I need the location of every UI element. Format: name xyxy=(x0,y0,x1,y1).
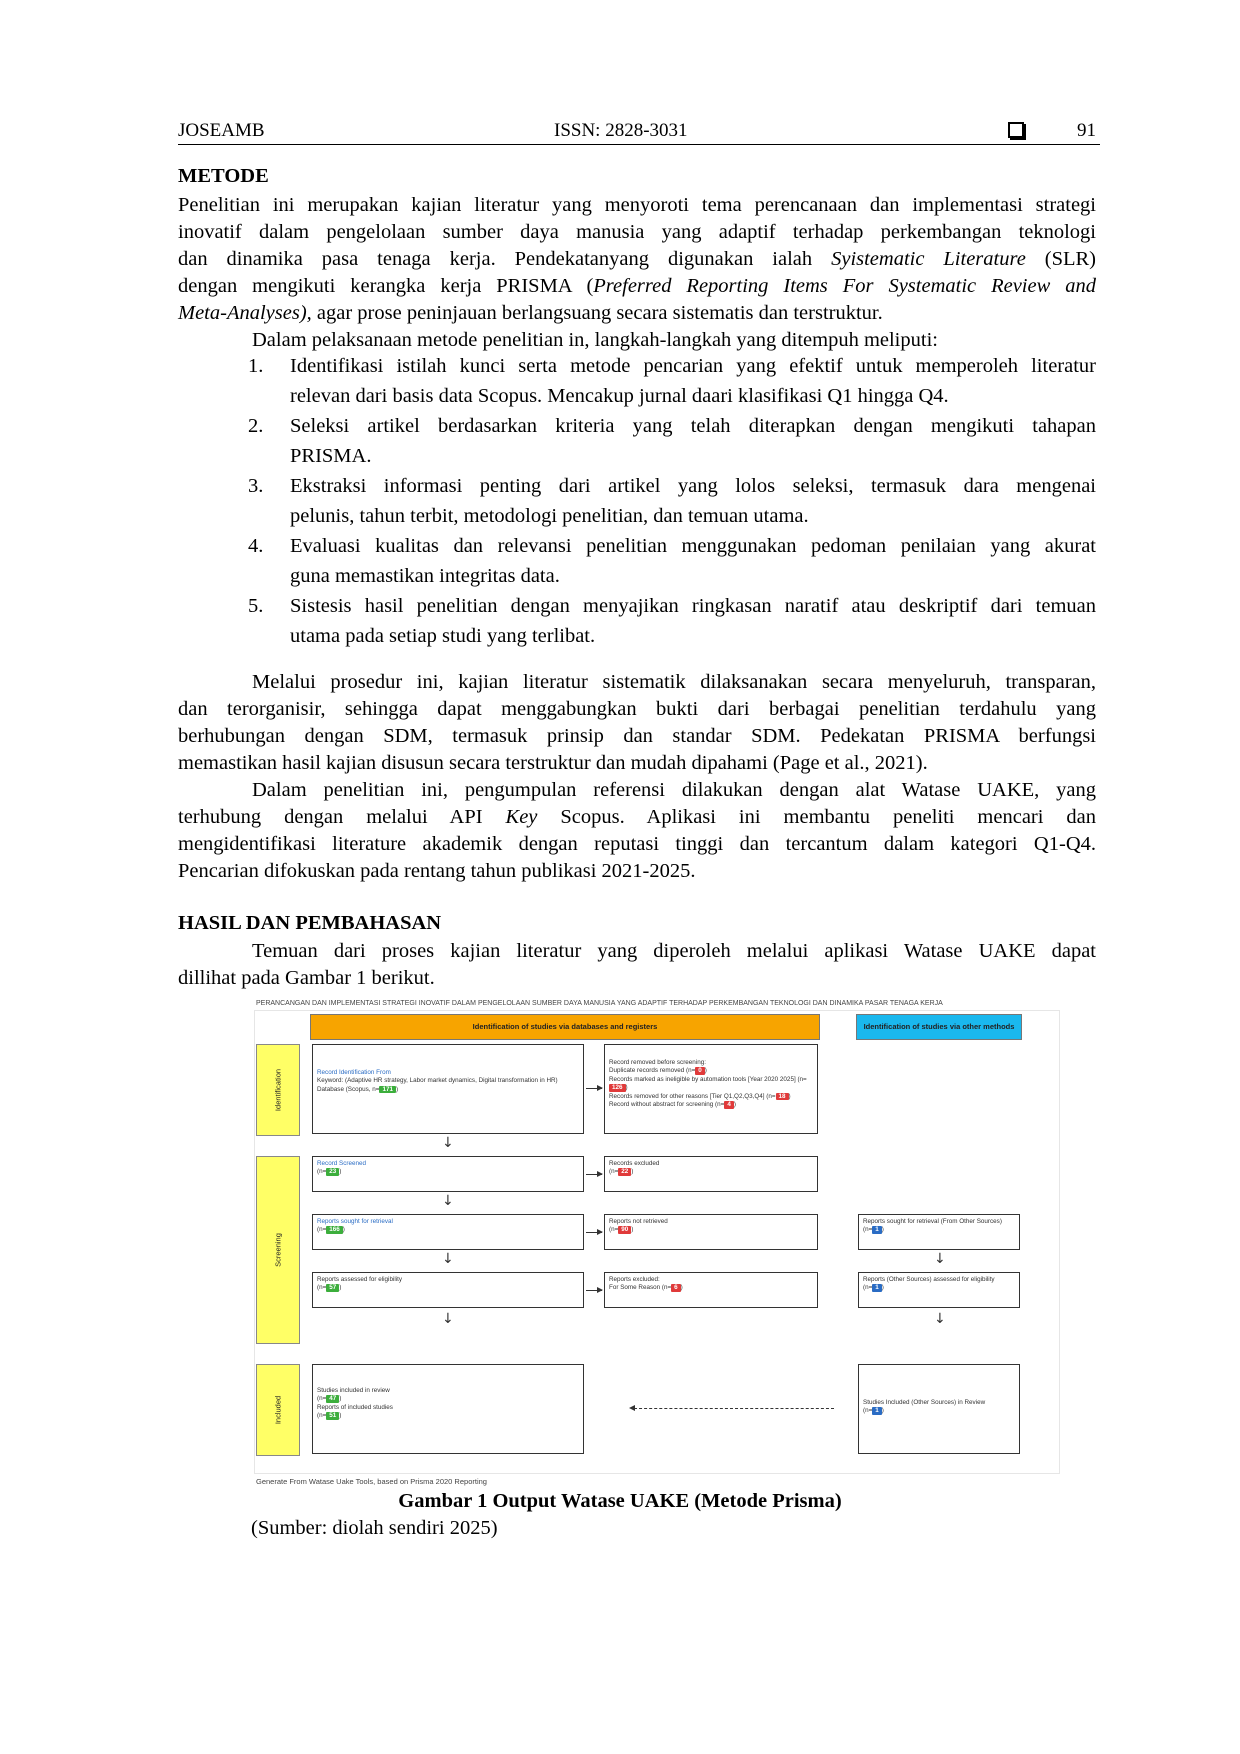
reports-excluded-box: Reports excluded: For Some Reason (n= 6 ) xyxy=(604,1272,818,1308)
reports-not-retrieved-box: Reports not retrieved (n= 90 ) xyxy=(604,1214,818,1250)
section-heading-hasil: HASIL DAN PEMBAHASAN xyxy=(178,912,442,934)
arrow-down: ↓ xyxy=(442,1251,454,1267)
text-line: mengidentifikasi literature akademik dengan reputasi tinggi dan tercantum dalam kategori Q1-Q4. xyxy=(178,833,1096,855)
figure-title: PERANCANGAN DAN IMPLEMENTASI STRATEGI INOVATIF DALAM PENGELOLAAN SUMBER DAYA MANUSIA YANG ADAPTIF TERHADAP PERKEMBANGAN TEKNOLOGI DAN DINAMIKA PASAR TENAGA KERJA xyxy=(256,1000,943,1007)
running-header xyxy=(178,118,1100,145)
metode-paragraph-1 xyxy=(178,192,1096,327)
record-screened-box: Record Screened (n= 23 ) xyxy=(312,1156,584,1192)
phase-identification: Identification xyxy=(256,1044,300,1136)
text-line: Dalam penelitian ini, pengumpulan referensi dilakukan dengan alat Watase UAKE, yang xyxy=(252,779,1096,801)
arrow-right xyxy=(586,1088,602,1089)
journal-name: JOSEAMB xyxy=(178,120,265,141)
record-identification-box: Record Identification From Keyword: (Adaptive HR strategy, Labor market dynamics, Digital transformation in HR) Database (Scopus, n= 171 ) xyxy=(312,1044,584,1134)
arrow-down: ↓ xyxy=(934,1311,946,1327)
phase-included: Included xyxy=(256,1364,300,1456)
metode-paragraph-2: Dalam pelaksanaan metode penelitian in, langkah-langkah yang ditempuh meliputi: xyxy=(252,329,938,351)
section-heading-metode: METODE xyxy=(178,165,269,187)
metode-paragraph-3 xyxy=(178,669,1096,777)
text-line: Pencarian difokuskan pada rentang tahun publikasi 2021-2025. xyxy=(178,860,696,882)
text-line: Melalui prosedur ini, kajian literatur sistematik dilaksanakan secara menyeluruh, transparan, xyxy=(252,671,1096,693)
arrow-down: ↓ xyxy=(442,1135,454,1151)
arrow-right xyxy=(586,1174,602,1175)
banner-databases: Identification of studies via databases and registers xyxy=(310,1014,820,1040)
text-line: dillihat pada Gambar 1 berikut. xyxy=(178,967,435,989)
text-line: Penelitian ini merupakan kajian literatur yang menyoroti tema perencanaan dan implementasi strategi xyxy=(178,194,1096,216)
banner-other-methods: Identification of studies via other methods xyxy=(856,1014,1022,1040)
studies-included-box: Studies included in review (n= 47 ) Reports of included studies (n= 51 ) xyxy=(312,1364,584,1454)
arrow-down: ↓ xyxy=(442,1193,454,1209)
text-line: berhubungan dengan SDM, termasuk prinsip dan standar SDM. Pedekatan PRISMA berfungsi xyxy=(178,725,1096,747)
arrow-down: ↓ xyxy=(934,1251,946,1267)
figure-source: (Sumber: diolah sendiri 2025) xyxy=(251,1517,498,1539)
arrow-down: ↓ xyxy=(442,1311,454,1327)
reports-sought-box: Reports sought for retrieval (n= 166 ) xyxy=(312,1214,584,1250)
text-line: dan dinamika pasa tenaga kerja. Pendekatanyang digunakan ialah Syistematic Literature (SLR) xyxy=(178,248,1096,270)
dashed-arrow-left xyxy=(634,1408,834,1409)
reports-sought-other-box: Reports sought for retrieval (From Other Sources) (n= 1 ) xyxy=(858,1214,1020,1250)
reports-assessed-box: Reports assessed for eligibility (n= 57 ) xyxy=(312,1272,584,1308)
hasil-paragraph-1 xyxy=(178,938,1096,992)
page: JOSEAMB ISSN: 2828-3031 91 METODE Penelitian ini merupakan kajian literatur yang menyoroti tema perencanaan dan implementasi strategi inovatif dalam pengelolaan sumber daya manusia yang adaptif terhadap perkembangan teknologi dan dinamika pasa tenaga kerja. Pendekatanyang digunakan ialah Syistematic Literature (SLR) dengan mengikuti kerangka kerja PRISMA (Preferred Reporting Items For Systematic Review and Meta-Analyses), agar prose peninjauan berlangsuang secara sistematis dan terstruktur. Dalam pelaksanaan metode penelitian in, langkah-langkah yang ditempuh meliputi: 1. Identifikasi istilah kunci serta metode pencarian yang efektif untuk memperoleh literatur relevan dari basis data Scopus. Mencakup jurnal daari klasifikasi Q1 hingga Q4. 2. Seleksi artikel berdasarkan kriteria yang telah diterapkan dengan mengikuti tahapan PRISMA. 3. Ekstraksi informasi penting dari artikel yang lolos seleksi, termasuk dara mengenai pelunis, tahun terbit, metodologi penelitian, dan temuan utama. 4. Evaluasi kualitas dan relevansi penelitian menggunakan pedoman penilaian yang akurat guna memastikan integritas data. 5. Sistesis hasil penelitian dengan menyajikan ringkasan naratif atau deskriptif dari temuan utama pada setiap studi yang terlibat. Melalui prosedur ini, kajian literatur sistematik dilaksanakan secara menyeluruh, transparan, dan terorganisir, sehingga dapat menggabungkan bukti dari berbagai penelitian terdahulu yang berhubungan dengan SDM, termasuk prinsip dan standar SDM. Pedekatan PRISMA berfungsi memastikan hasil kajian disusun secara terstruktur dan mudah dipahami (Page et al., 2021). Dalam penelitian ini, pengumpulan referensi dilakukan dengan alat Watase UAKE, yang terhubung dengan melalui API Key Scopus. Aplikasi ini membantu peneliti mencari dan mengidentifikasi literature akademik dengan reputasi tinggi dan tercantum dalam kategori Q1-Q4. Pencarian difokuskan pada rentang tahun publikasi 2021-2025. HASIL DAN PEMBAHASAN Temuan dari proses kajian literatur yang diperoleh melalui aplikasi Watase UAKE dapat dillihat pada Gambar 1 berikut. PERANCANGAN DAN IMPLEMENTASI STRATEGI INOVATIF DALAM PENGELOLAAN SUMBER DAYA MANUSIA YANG ADAPTIF TERHADAP PERKEMBANGAN TEKNOLOGI DAN DINAMIKA PASAR TENAGA KERJA Identification of studies via databases and registers Identification of studies via other methods Identification Screening Included Record Identification From Keyword: (Adaptive HR strategy, Labor market dynamics, Digital transformation in HR) Database (Scopus, n= 171 ) Record removed before screening: Duplicate records removed (n= 0 ) Records marked as ineligible by automation tools [Year 2020 2025] (n=126 ) Records removed for other reasons [Tier Q1,Q2,Q3,Q4] (n= 18 ) Record without abstract for screening (n= 4 ) ↓ Record Screened (n= 23 ) Records excluded (n= 22 ) ↓ Reports sought for retrieval (n= 166 ) Reports not retrieved (n= 90 ) Reports sought for retrieval (From Other Sources) (n= 1 ) ↓ ↓ Reports assessed for eligibility (n= 57 ) Reports excluded: For Some Reason (n= 6 ) Reports (Other Sources) assessed for eligibility (n= 1 ) ↓ ↓ Studies included in review (n= 47 ) Reports of included studies (n= 51 ) Studies Included (Other Sources) in Review (n= 1 ) Generate From Watase Uake Tools, based on Prisma 2020 Reporting Gambar 1 Output Watase UAKE (Metode Prisma) (Sumber: diolah sendiri 2025) xyxy=(0,0,1240,1754)
text-line: inovatif dalam pengelolaan sumber daya manusia yang adaptif terhadap perkembangan teknologi xyxy=(178,221,1096,243)
text-line: Meta-Analyses), agar prose peninjauan berlangsuang secara sistematis dan terstruktur. xyxy=(178,302,883,324)
records-removed-box: Record removed before screening: Duplicate records removed (n= 0 ) Records marked as ineligible by automation tools [Year 2020 2025] (n=126 ) Records removed for other reasons [Tier Q1,Q2,Q3,Q4] (n= 18 ) Record without abstract for screening (n= 4 ) xyxy=(604,1044,818,1134)
text-line: dan terorganisir, sehingga dapat menggabungkan bukti dari berbagai penelitian terdahulu yang xyxy=(178,698,1096,720)
page-number: 91 xyxy=(1077,120,1096,141)
phase-screening: Screening xyxy=(256,1156,300,1344)
metode-paragraph-4 xyxy=(178,777,1096,885)
arrow-right xyxy=(586,1232,602,1233)
issn: ISSN: 2828-3031 xyxy=(554,120,688,141)
text-line: Temuan dari proses kajian literatur yang diperoleh melalui aplikasi Watase UAKE dapat xyxy=(252,940,1096,962)
text-line: memastikan hasil kajian disusun secara terstruktur dan mudah dipahami (Page et al., 2021). xyxy=(178,752,928,774)
studies-included-other-box: Studies Included (Other Sources) in Review (n= 1 ) xyxy=(858,1364,1020,1454)
reports-assessed-other-box: Reports (Other Sources) assessed for eligibility (n= 1 ) xyxy=(858,1272,1020,1308)
figure-caption: Gambar 1 Output Watase UAKE (Metode Prisma) xyxy=(398,1490,842,1512)
prisma-figure xyxy=(254,1000,1058,1490)
records-excluded-box: Records excluded (n= 22 ) xyxy=(604,1156,818,1192)
text-line: dengan mengikuti kerangka kerja PRISMA (Preferred Reporting Items For Systematic Review and xyxy=(178,275,1096,297)
arrow-right xyxy=(586,1290,602,1291)
figure-footnote: Generate From Watase Uake Tools, based on Prisma 2020 Reporting xyxy=(256,1477,487,1486)
checkbox-square-icon xyxy=(1008,122,1024,138)
text-line: terhubung dengan melalui API Key Scopus. Aplikasi ini membantu peneliti mencari dan xyxy=(178,806,1097,828)
